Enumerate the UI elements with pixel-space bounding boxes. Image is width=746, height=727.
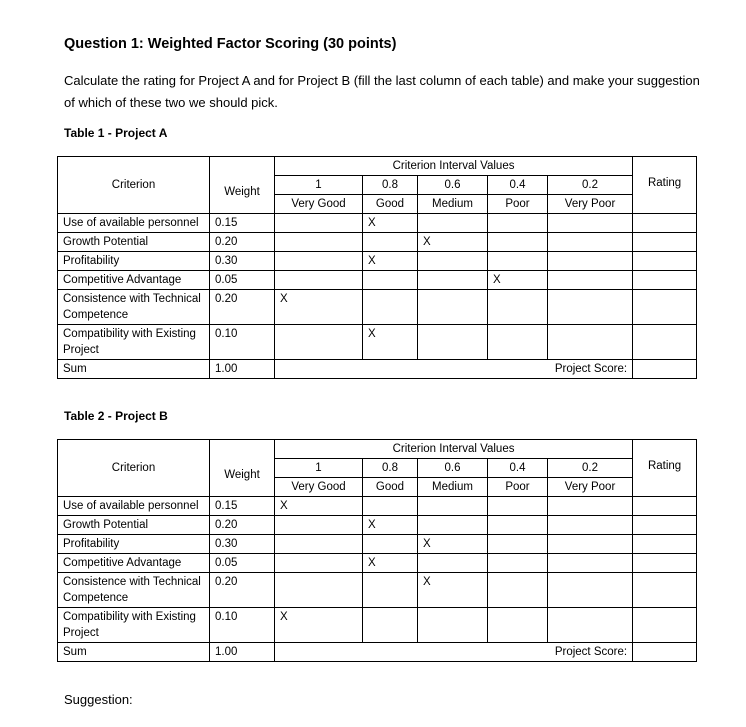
interval-mark-cell: X: [363, 554, 418, 573]
interval-mark-cell: [488, 608, 548, 643]
interval-mark-cell: [548, 497, 633, 516]
weight-cell: 0.10: [210, 325, 275, 360]
table-row: [58, 214, 697, 233]
rating-input-cell[interactable]: [633, 554, 697, 573]
table-row: [58, 325, 697, 360]
table-row: [58, 535, 697, 554]
interval-label: Very Poor: [548, 195, 633, 214]
interval-mark-cell: [548, 290, 633, 325]
interval-value: 1: [275, 176, 363, 195]
interval-mark-cell: [488, 252, 548, 271]
criterion-cell: Competitive Advantage: [58, 271, 210, 290]
interval-mark-cell: [275, 554, 363, 573]
sum-label: Sum: [58, 643, 210, 662]
rating-input-cell[interactable]: [633, 497, 697, 516]
interval-mark-cell: [418, 271, 488, 290]
interval-mark-cell: X: [363, 214, 418, 233]
interval-mark-cell: [418, 497, 488, 516]
interval-mark-cell: X: [363, 325, 418, 360]
suggestion-label: Suggestion:: [64, 692, 133, 707]
interval-label: Very Good: [275, 195, 363, 214]
rating-header: Rating: [633, 157, 697, 214]
project-score-label: Project Score:: [275, 643, 633, 662]
interval-mark-cell: [548, 608, 633, 643]
interval-mark-cell: [275, 325, 363, 360]
table-row: [58, 608, 697, 643]
interval-mark-cell: X: [418, 573, 488, 608]
interval-mark-cell: [418, 325, 488, 360]
interval-mark-cell: [363, 535, 418, 554]
table-row: [58, 290, 697, 325]
table-row: [58, 554, 697, 573]
rating-input-cell[interactable]: [633, 290, 697, 325]
criterion-cell: Growth Potential: [58, 233, 210, 252]
rating-input-cell[interactable]: [633, 325, 697, 360]
criterion-cell: Growth Potential: [58, 516, 210, 535]
interval-mark-cell: [275, 233, 363, 252]
rating-input-cell[interactable]: [633, 535, 697, 554]
interval-mark-cell: X: [363, 516, 418, 535]
interval-mark-cell: [418, 252, 488, 271]
interval-mark-cell: [488, 497, 548, 516]
interval-mark-cell: [488, 516, 548, 535]
interval-value: 0.4: [488, 459, 548, 478]
criterion-cell: Profitability: [58, 535, 210, 554]
weight-cell: 0.05: [210, 271, 275, 290]
rating-input-cell[interactable]: [633, 608, 697, 643]
weight-cell: 0.10: [210, 608, 275, 643]
interval-mark-cell: [488, 535, 548, 554]
interval-mark-cell: [548, 516, 633, 535]
interval-value: 1: [275, 459, 363, 478]
table-row: [58, 233, 697, 252]
interval-label: Good: [363, 478, 418, 497]
interval-mark-cell: [548, 325, 633, 360]
interval-mark-cell: [418, 554, 488, 573]
interval-mark-cell: [548, 233, 633, 252]
table-row: [58, 573, 697, 608]
interval-label: Medium: [418, 478, 488, 497]
sum-row: [58, 360, 697, 379]
interval-mark-cell: [275, 516, 363, 535]
table-caption-b: Table 2 - Project B: [64, 409, 168, 423]
interval-mark-cell: [548, 535, 633, 554]
project-score-label: Project Score:: [275, 360, 633, 379]
interval-mark-cell: X: [488, 271, 548, 290]
criterion-cell: Competitive Advantage: [58, 554, 210, 573]
interval-mark-cell: [363, 271, 418, 290]
interval-mark-cell: [418, 214, 488, 233]
interval-mark-cell: [275, 252, 363, 271]
table-row: [58, 497, 697, 516]
sum-weight: 1.00: [210, 360, 275, 379]
interval-mark-cell: X: [363, 252, 418, 271]
interval-mark-cell: [548, 252, 633, 271]
interval-label: Poor: [488, 478, 548, 497]
interval-value: 0.6: [418, 459, 488, 478]
rating-input-cell[interactable]: [633, 214, 697, 233]
criterion-cell: Profitability: [58, 252, 210, 271]
interval-mark-cell: X: [275, 608, 363, 643]
interval-mark-cell: [363, 608, 418, 643]
criterion-cell: Compatibility with Existing Project: [58, 325, 210, 360]
interval-mark-cell: [488, 214, 548, 233]
interval-value: 0.2: [548, 459, 633, 478]
weight-cell: 0.20: [210, 290, 275, 325]
table-caption-a: Table 1 - Project A: [64, 126, 168, 140]
interval-mark-cell: [275, 573, 363, 608]
interval-label: Medium: [418, 195, 488, 214]
interval-mark-cell: [363, 573, 418, 608]
interval-mark-cell: [488, 554, 548, 573]
sum-row: [58, 643, 697, 662]
interval-mark-cell: [418, 290, 488, 325]
interval-value: 0.6: [418, 176, 488, 195]
interval-mark-cell: [548, 554, 633, 573]
interval-label: Very Good: [275, 478, 363, 497]
weight-cell: 0.20: [210, 573, 275, 608]
weight-cell: 0.05: [210, 554, 275, 573]
table-row: [58, 252, 697, 271]
scoring-table-project-b: [57, 439, 697, 662]
criterion-header: Criterion: [58, 157, 210, 214]
criterion-cell: Consistence with Technical Competence: [58, 573, 210, 608]
weight-cell: 0.20: [210, 516, 275, 535]
interval-mark-cell: [275, 271, 363, 290]
interval-value: 0.8: [363, 176, 418, 195]
weight-cell: 0.30: [210, 535, 275, 554]
weight-header: Weight: [210, 440, 275, 497]
interval-mark-cell: [363, 497, 418, 516]
interval-mark-cell: [418, 516, 488, 535]
interval-value: 0.4: [488, 176, 548, 195]
criterion-header: Criterion: [58, 440, 210, 497]
interval-mark-cell: [548, 271, 633, 290]
weight-cell: 0.20: [210, 233, 275, 252]
interval-mark-cell: [488, 325, 548, 360]
question-title: Question 1: Weighted Factor Scoring (30 points): [64, 36, 397, 52]
interval-mark-cell: [275, 535, 363, 554]
rating-input-cell[interactable]: [633, 271, 697, 290]
table-row: [58, 271, 697, 290]
interval-mark-cell: X: [418, 233, 488, 252]
header-row: [58, 157, 697, 176]
weight-cell: 0.15: [210, 214, 275, 233]
interval-mark-cell: [275, 214, 363, 233]
weight-cell: 0.30: [210, 252, 275, 271]
sum-weight: 1.00: [210, 643, 275, 662]
scoring-table-project-a: [57, 156, 697, 379]
interval-group-header: Criterion Interval Values: [275, 157, 633, 176]
interval-mark-cell: X: [275, 497, 363, 516]
interval-label: Good: [363, 195, 418, 214]
criterion-cell: Compatibility with Existing Project: [58, 608, 210, 643]
criterion-cell: Use of available personnel: [58, 214, 210, 233]
header-row: [58, 440, 697, 459]
instructions-text: Calculate the rating for Project A and for Project B (fill the last column of each table) and make your suggestion of which of these two we should pick.: [64, 73, 700, 110]
interval-mark-cell: X: [418, 535, 488, 554]
interval-mark-cell: [418, 608, 488, 643]
interval-label: Very Poor: [548, 478, 633, 497]
interval-mark-cell: [363, 290, 418, 325]
criterion-cell: Use of available personnel: [58, 497, 210, 516]
rating-input-cell[interactable]: [633, 233, 697, 252]
project-score-input-cell[interactable]: [633, 643, 697, 662]
interval-value: 0.2: [548, 176, 633, 195]
sum-label: Sum: [58, 360, 210, 379]
table-row: [58, 516, 697, 535]
interval-mark-cell: [488, 233, 548, 252]
interval-mark-cell: [548, 214, 633, 233]
weight-cell: 0.15: [210, 497, 275, 516]
criterion-cell: Consistence with Technical Competence: [58, 290, 210, 325]
interval-group-header: Criterion Interval Values: [275, 440, 633, 459]
project-score-input-cell[interactable]: [633, 360, 697, 379]
rating-input-cell[interactable]: [633, 516, 697, 535]
weight-header: Weight: [210, 157, 275, 214]
rating-header: Rating: [633, 440, 697, 497]
interval-mark-cell: [488, 290, 548, 325]
interval-mark-cell: [488, 573, 548, 608]
rating-input-cell[interactable]: [633, 252, 697, 271]
interval-label: Poor: [488, 195, 548, 214]
interval-value: 0.8: [363, 459, 418, 478]
interval-mark-cell: [548, 573, 633, 608]
rating-input-cell[interactable]: [633, 573, 697, 608]
interval-mark-cell: [363, 233, 418, 252]
interval-mark-cell: X: [275, 290, 363, 325]
